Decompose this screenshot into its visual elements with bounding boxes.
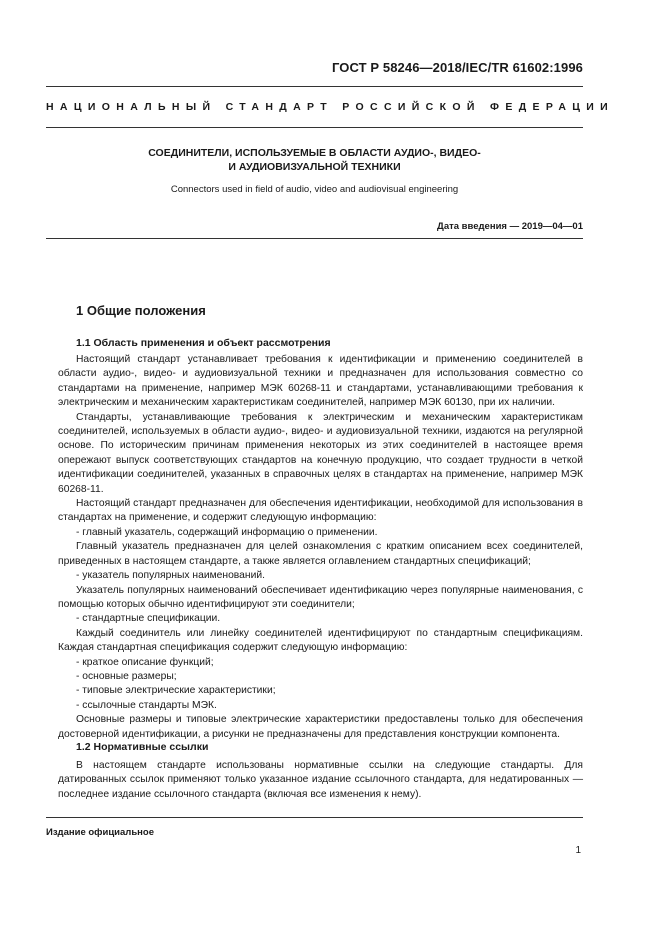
english-title: Connectors used in field of audio, video and audiovisual engineering — [170, 184, 459, 195]
list-item: - ссылочные стандарты МЭК. — [76, 699, 217, 711]
title-line-2: И АУДИОВИЗУАЛЬНОЙ ТЕХНИКИ — [228, 161, 401, 173]
paragraph: Настоящий стандарт устанавливает требования к идентификации и применению соединителей в области аудио-, видео- и аудиовизуальной техники и предназначен для использования совместно со стандартами на применение, например МЭК 60268-11 и стандартами, устанавливающими требования к электрическим и механическим характеристикам соединителей, например МЭК 60130, при их наличии. — [58, 354, 583, 409]
banner-rule — [46, 127, 583, 128]
standard-code: ГОСТ Р 58246—2018/IEC/TR 61602:1996 — [331, 60, 583, 75]
list-item: - стандартные спецификации. — [76, 613, 221, 625]
header-rule — [46, 86, 583, 87]
title-line-1: СОЕДИНИТЕЛИ, ИСПОЛЬЗУЕМЫЕ В ОБЛАСТИ АУДИО-, ВИДЕО- — [148, 147, 481, 159]
paragraph: Стандарты, устанавливающие требования к электрическим и механическим характеристикам соединителей, используемых в области аудио-, видео- и аудиовизуальной техники, издаются на регулярной основе. По историческим причинам применения некоторых из этих соединителей в настоящее время опережают выпуск соответствующих стандартов на конечную продукцию, что создает трудности в четкой идентификации соединителей, указанных в справочных целях в стандартах на применение, например МЭК 60268-11. — [58, 411, 583, 495]
section-body — [58, 353, 583, 742]
date-rule — [46, 238, 583, 239]
introduction-date: Дата введения — 2019—04—01 — [437, 221, 583, 232]
references-body — [58, 759, 583, 802]
list-item: - указатель популярных наименований. — [76, 570, 265, 582]
paragraph: Главный указатель предназначен для целей ознакомления с кратким описанием всех соединителей, приведенных в настоящем стандарте, а также является оглавлением стандартных спецификаций; — [58, 541, 583, 567]
paragraph: Каждый соединитель или линейку соединителей идентифицируют по стандартным спецификациям. Каждая стандартная спецификация содержит следующую информацию: — [58, 627, 583, 654]
paragraph: Указатель популярных наименований обеспечивает идентификацию через популярные наименования, с помощью которых обычно идентифицируют эти соединители; — [58, 584, 583, 610]
national-standard-banner: НАЦИОНАЛЬНЫЙ СТАНДАРТ РОССИЙСКОЙ ФЕДЕРАЦИИ — [46, 101, 615, 113]
page-number: 1 — [575, 845, 581, 856]
document-title — [46, 146, 583, 174]
list-item: - типовые электрические характеристики; — [76, 685, 276, 697]
paragraph: В настоящем стандарте использованы нормативные ссылки на следующие стандарты. Для датированных ссылок применяют только указанное издание ссылочного стандарта, для недатированных — последнее издание ссылочного стандарта (включая все изменения к нему). — [58, 760, 583, 800]
paragraph: Основные размеры и типовые электрические характеристики предоставлены только для обеспечения достоверной идентификации, а рисунки не предназначены для представления конструкции компонента. — [58, 714, 583, 740]
subsection-heading: 1.1 Область применения и объект рассмотрения — [76, 337, 331, 349]
list-item: - краткое описание функций; — [76, 656, 214, 668]
official-edition-label: Издание официальное — [46, 827, 154, 838]
list-item: - основные размеры; — [76, 670, 177, 682]
subsection-heading: 1.2 Нормативные ссылки — [76, 741, 209, 753]
paragraph: Настоящий стандарт предназначен для обеспечения идентификации, необходимой для использования в стандартах на применение, и содержит следующую информацию: — [58, 498, 583, 524]
footer-rule — [46, 817, 583, 818]
section-heading: 1 Общие положения — [76, 303, 206, 318]
list-item: - главный указатель, содержащий информацию о применении. — [76, 526, 378, 538]
